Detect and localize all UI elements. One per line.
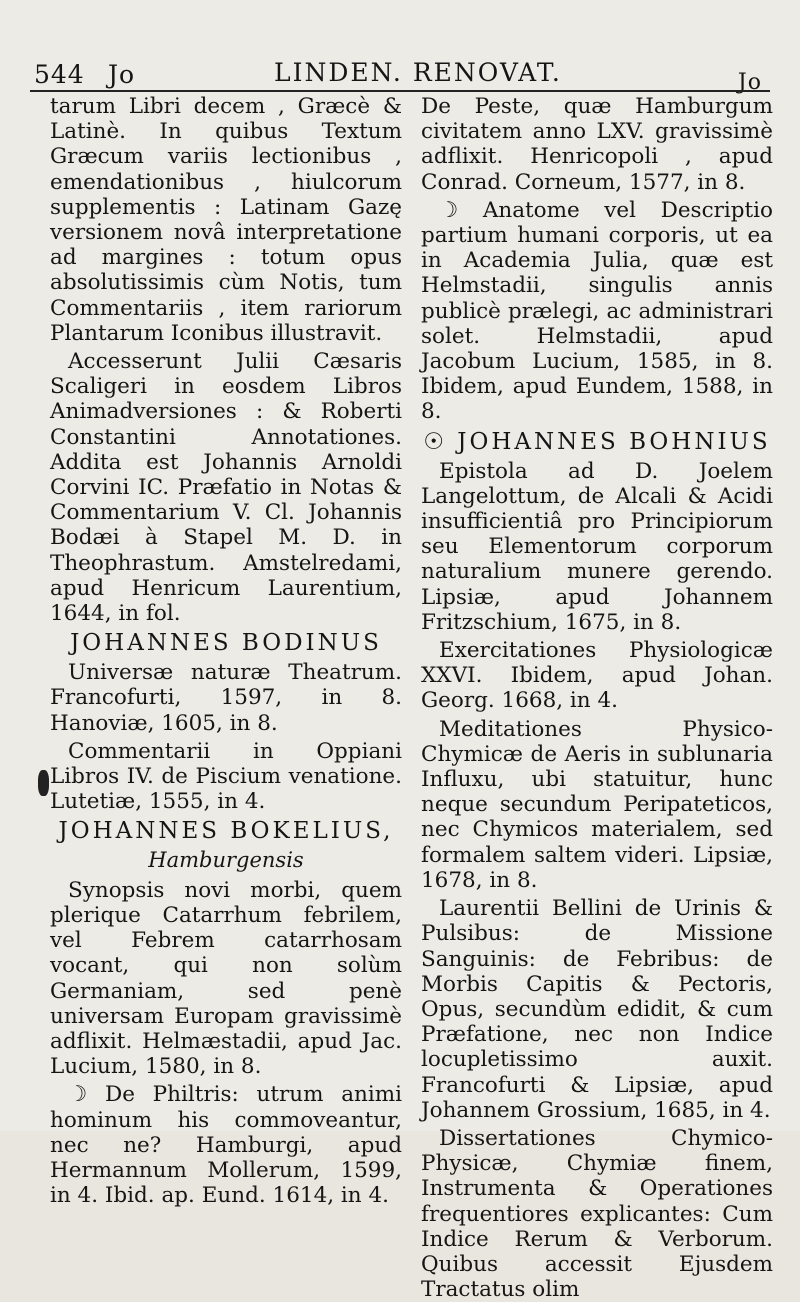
entry-paragraph: De Peste, quæ Hamburgum civitatem anno LXV. gravissimè adflixit. Henricopoli , apud Conrad. Corneum, 1577, in 8. xyxy=(421,94,773,195)
header-right-word: Jo xyxy=(737,70,762,95)
entry-paragraph: ☽ Anatome vel Descriptio partium humani corporis, ut ea in Academia Julia, quæ est Helmstadii, singulis annis publicè prælegi, ac administrari solet. Helmstadii, apud Jacobum Lucium, 1585, in 8. Ibidem, apud Eundem, 1588, in 8. xyxy=(421,197,773,425)
page-number: 544 xyxy=(34,60,85,89)
entry-paragraph: Exercitationes Physiologicæ XXVI. Ibidem, apud Johan. Georg. 1668, in 4. xyxy=(421,638,773,714)
author-heading: ☉ JOHANNES BOHNIUS xyxy=(423,428,771,455)
entry-paragraph: Commentarii in Oppiani Libros IV. de Piscium venatione. Lutetiæ, 1555, in 4. xyxy=(50,738,402,815)
running-title: LINDEN. RENOVAT. xyxy=(274,58,562,87)
running-header xyxy=(30,58,770,95)
entry-paragraph: Laurentii Bellini de Urinis & Pulsibus: de Missione Sanguinis: de Febribus: de Morbis Capitis & Pectoris, Opus, secundùm edidit, & cum Præfatione, nec non Indice locupletissimo auxit. Francofurti & Lipsiæ, apud Johannem Grossium, 1685, in 4. xyxy=(421,896,773,1123)
entry-paragraph: Meditationes Physico-Chymicæ de Aeris in sublunaria Influxu, ubi statuitur, hunc neque secundum Peripateticos, nec Chymicos materialem, sed formalem saltem videri. Lipsiæ, 1678, in 8. xyxy=(421,716,773,893)
entry-paragraph: tarum Libri decem , Græcè & Latinè. In quibus Textum Græcum variis lectionibus , emendationibus , hiulcorum supplementis : Latinam Gazę versionem novâ interpretatione ad margines : totum opus absolutissimis cùm Notis, tum Commentariis , item rariorum Plantarum Iconibus illustravit. xyxy=(50,94,402,346)
entry-paragraph: Synopsis novi morbi, quem plerique Catarrhum febrilem, vel Febrem catarrhosam vocant, qui non solùm Germaniam, sed penè universam Europam gravissimè adflixit. Helmæstadii, apud Jac. Lucium, 1580, in 8. xyxy=(50,877,402,1080)
entry-paragraph: Universæ naturæ Theatrum. Francofurti, 1597, in 8. Hanoviæ, 1605, in 8. xyxy=(50,660,402,736)
author-heading: JOHANNES BOKELIUS, xyxy=(58,818,394,845)
left-column xyxy=(50,94,402,1209)
entry-paragraph: Dissertationes Chymico-Physicæ, Chymiæ finem, Instrumenta & Operationes frequentiores explicantes: Cum Indice Rerum & Verborum. Quibus accessit Ejusdem Tractatus olim xyxy=(421,1125,773,1302)
entry-paragraph: Accesserunt Julii Cæsaris Scaligeri in eosdem Libros Animadversiones : & Roberti Constantini Annotationes. Addita est Johannis Arnoldi Corvini IC. Præfatio in Notas & Commentarium V. Cl. Johannis Bodæi à Stapel M. D. in Theophrastum. Amstelredami, apud Henricum Laurentium, 1644, in fol. xyxy=(50,349,402,627)
header-left-word: Jo xyxy=(108,60,136,89)
ink-blot xyxy=(38,770,49,796)
author-heading: JOHANNES BODINUS xyxy=(70,630,382,657)
entry-paragraph: Epistola ad D. Joelem Langelottum, de Alcali & Acidi insufficientiâ pro Principiorum seu Elementorum corporum naturalium munere gerendo. Lipsiæ, apud Johannem Fritzschium, 1675, in 8. xyxy=(421,458,773,635)
right-column xyxy=(421,94,773,1302)
header-rule xyxy=(30,90,770,92)
entry-paragraph: ☽ De Philtris: utrum animi hominum his commoveantur, nec ne? Hamburgi, apud Hermannum Mollerum, 1599, in 4. Ibid. ap. Eund. 1614, in 4. xyxy=(50,1082,402,1209)
author-subheading: Hamburgensis xyxy=(148,848,304,873)
